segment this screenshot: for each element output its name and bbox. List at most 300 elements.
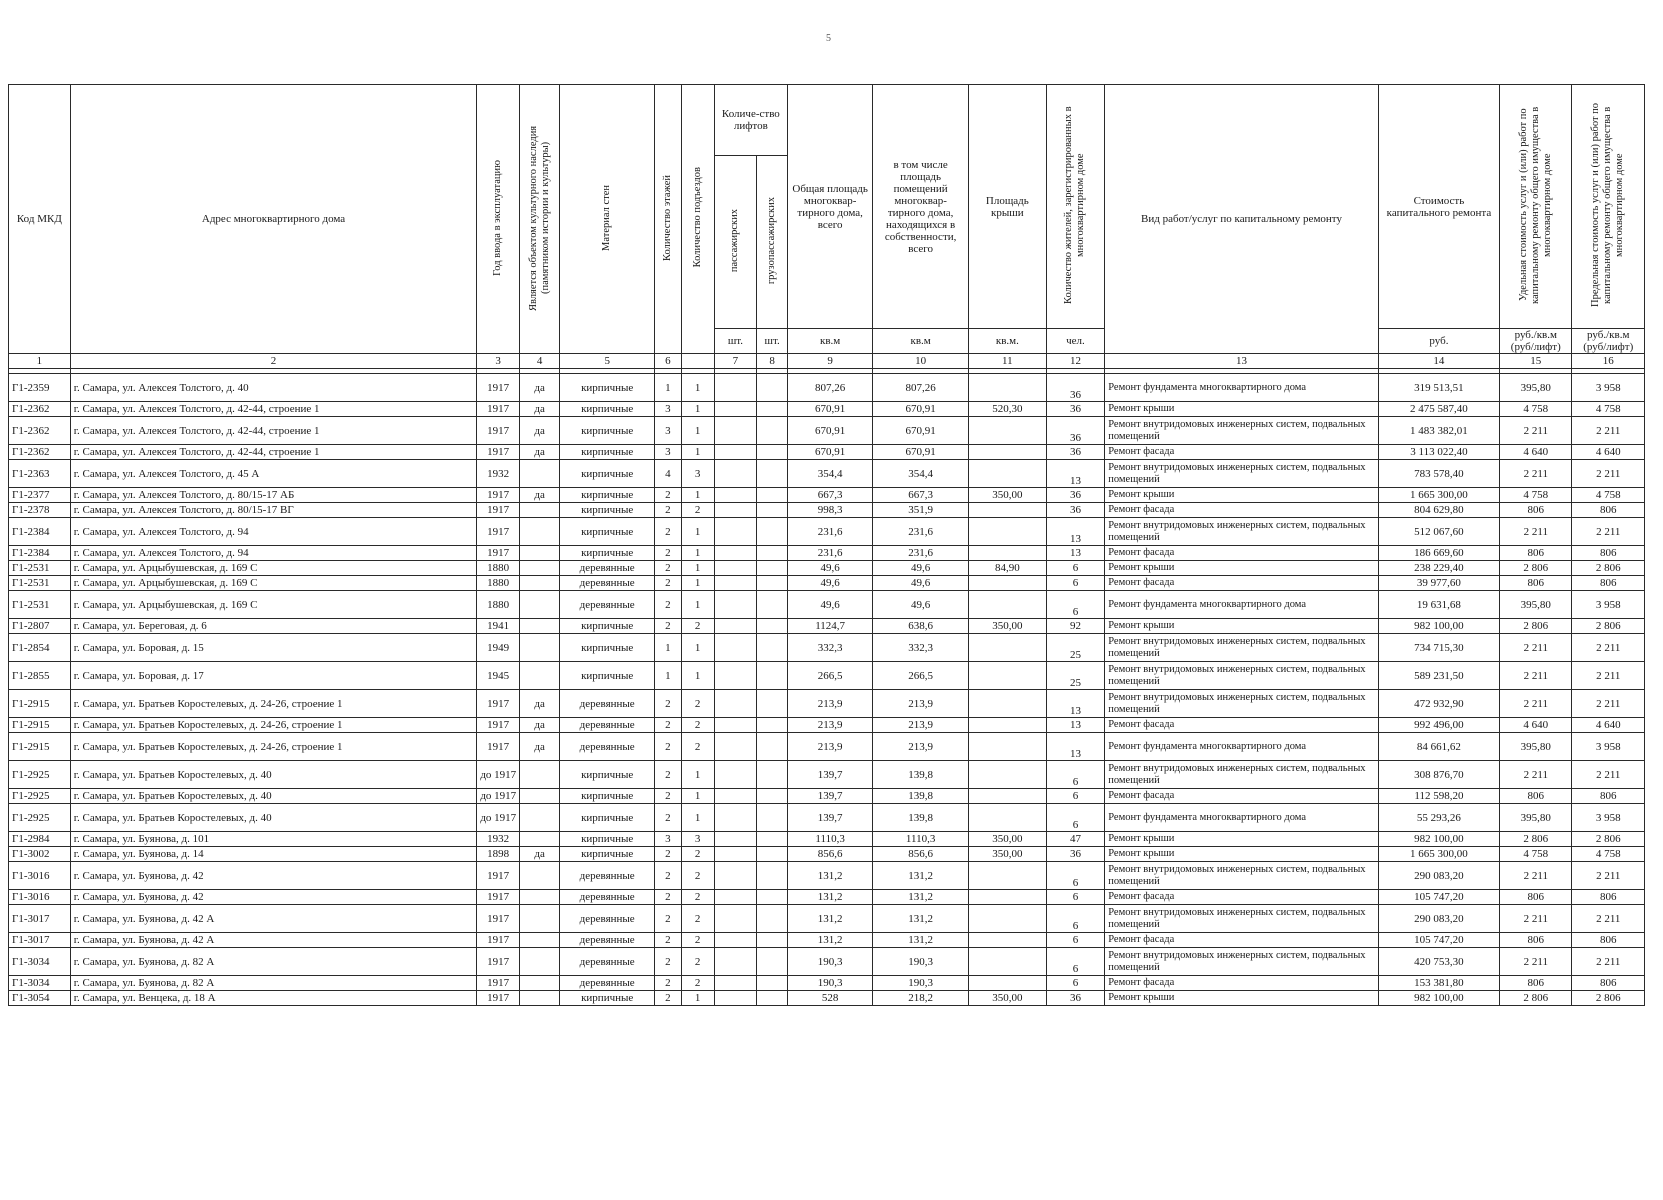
- cell-lifts-cargo: [757, 948, 788, 976]
- cell-unit-cost: 806: [1500, 789, 1572, 804]
- cell-inhabitants: 25: [1046, 634, 1105, 662]
- cell-lifts-pass: [714, 417, 757, 445]
- cell-limit-cost: 3 958: [1572, 374, 1645, 402]
- cell-limit-cost: 3 958: [1572, 804, 1645, 832]
- header-lifts: Количе-ство лифтов: [714, 85, 787, 156]
- column-index-cell: 7: [714, 354, 757, 369]
- cell-entrances: 1: [681, 417, 714, 445]
- cell-total-area: 139,7: [788, 789, 873, 804]
- cell-total-area: 190,3: [788, 948, 873, 976]
- cell-unit-cost: 2 211: [1500, 862, 1572, 890]
- cell-floors: 2: [655, 905, 682, 933]
- cell-entrances: 1: [681, 662, 714, 690]
- cell-owned-area: 351,9: [873, 503, 969, 518]
- cell-work-type: Ремонт крыши: [1105, 991, 1379, 1006]
- cell-lifts-cargo: [757, 976, 788, 991]
- cell-material: кирпичные: [560, 619, 655, 634]
- cell-cost: 19 631,68: [1378, 591, 1499, 619]
- cell-material: кирпичные: [560, 402, 655, 417]
- cell-code: Г1-2925: [9, 789, 71, 804]
- cell-lifts-pass: [714, 905, 757, 933]
- cell-inhabitants: 36: [1046, 374, 1105, 402]
- cell-owned-area: 49,6: [873, 591, 969, 619]
- cell-address: г. Самара, ул. Алексея Толстого, д. 42-44, строение 1: [70, 445, 477, 460]
- cell-material: кирпичные: [560, 417, 655, 445]
- cell-total-area: 139,7: [788, 804, 873, 832]
- cell-inhabitants: 6: [1046, 890, 1105, 905]
- cell-lifts-cargo: [757, 445, 788, 460]
- unit-unit-cost: руб./кв.м (руб/лифт): [1500, 329, 1572, 354]
- cell-inhabitants: 6: [1046, 804, 1105, 832]
- cell-cost: 982 100,00: [1378, 619, 1499, 634]
- cell-limit-cost: 2 211: [1572, 761, 1645, 789]
- cell-address: г. Самара, ул. Буянова, д. 42 А: [70, 933, 477, 948]
- cell-roof-area: [969, 546, 1047, 561]
- cell-material: кирпичные: [560, 789, 655, 804]
- cell-entrances: 1: [681, 634, 714, 662]
- cell-floors: 2: [655, 976, 682, 991]
- table-row: [9, 832, 1645, 847]
- cell-material: деревянные: [560, 561, 655, 576]
- column-index-cell: 5: [560, 354, 655, 369]
- cell-owned-area: 638,6: [873, 619, 969, 634]
- cell-work-type: Ремонт внутридомовых инженерных систем, подвальных помещений: [1105, 690, 1379, 718]
- cell-year: 1917: [477, 690, 520, 718]
- table-row: [9, 991, 1645, 1006]
- cell-lifts-cargo: [757, 634, 788, 662]
- cell-year: до 1917: [477, 789, 520, 804]
- cell-unit-cost: 4 758: [1500, 488, 1572, 503]
- cell-code: Г1-2925: [9, 761, 71, 789]
- cell-lifts-cargo: [757, 591, 788, 619]
- cell-year: 1880: [477, 591, 520, 619]
- cell-total-area: 807,26: [788, 374, 873, 402]
- cell-limit-cost: 4 758: [1572, 847, 1645, 862]
- cell-floors: 2: [655, 591, 682, 619]
- cell-code: Г1-2384: [9, 518, 71, 546]
- cell-floors: 2: [655, 690, 682, 718]
- column-index-cell: 15: [1500, 354, 1572, 369]
- cell-cost: 512 067,60: [1378, 518, 1499, 546]
- cell-total-area: 231,6: [788, 546, 873, 561]
- cell-lifts-cargo: [757, 804, 788, 832]
- cell-heritage: [519, 948, 559, 976]
- cell-unit-cost: 4 640: [1500, 718, 1572, 733]
- cell-floors: 2: [655, 991, 682, 1006]
- cell-total-area: 131,2: [788, 890, 873, 905]
- header-owned-area: в том числе площадь помещений многоквар-тирного дома, находящихся в собственности, всего: [873, 85, 969, 329]
- cell-year: 1898: [477, 847, 520, 862]
- cell-heritage: [519, 634, 559, 662]
- cell-heritage: да: [519, 374, 559, 402]
- unit-total-area: кв.м: [788, 329, 873, 354]
- cell-total-area: 213,9: [788, 690, 873, 718]
- cell-entrances: 1: [681, 402, 714, 417]
- cell-year: 1880: [477, 561, 520, 576]
- cell-address: г. Самара, ул. Алексея Толстого, д. 94: [70, 546, 477, 561]
- cell-work-type: Ремонт внутридомовых инженерных систем, подвальных помещений: [1105, 761, 1379, 789]
- header-heritage: [519, 85, 559, 354]
- cell-floors: 2: [655, 619, 682, 634]
- cell-cost: 308 876,70: [1378, 761, 1499, 789]
- table-row: [9, 847, 1645, 862]
- cell-code: Г1-3016: [9, 890, 71, 905]
- cell-total-area: 49,6: [788, 576, 873, 591]
- cell-address: г. Самара, ул. Братьев Коростелевых, д. 40: [70, 804, 477, 832]
- cell-work-type: Ремонт внутридомовых инженерных систем, подвальных помещений: [1105, 417, 1379, 445]
- column-index-cell: 1: [9, 354, 71, 369]
- cell-owned-area: 49,6: [873, 561, 969, 576]
- cell-floors: 1: [655, 374, 682, 402]
- cell-inhabitants: 6: [1046, 561, 1105, 576]
- header-limit-cost-label: Предельная стоимость услуг и (или) работ по капитальному ремонту общего имущества в многоквартирном доме: [1590, 102, 1626, 308]
- cell-floors: 2: [655, 546, 682, 561]
- cell-inhabitants: 6: [1046, 976, 1105, 991]
- header-unit-cost: [1500, 85, 1572, 329]
- cell-inhabitants: 6: [1046, 948, 1105, 976]
- header-material: [560, 85, 655, 354]
- cell-total-area: 131,2: [788, 862, 873, 890]
- column-index-cell: 14: [1378, 354, 1499, 369]
- cell-unit-cost: 2 211: [1500, 518, 1572, 546]
- table-row: [9, 733, 1645, 761]
- cell-owned-area: 139,8: [873, 804, 969, 832]
- cell-unit-cost: 806: [1500, 890, 1572, 905]
- cell-roof-area: 350,00: [969, 619, 1047, 634]
- cell-owned-area: 131,2: [873, 933, 969, 948]
- cell-lifts-cargo: [757, 761, 788, 789]
- cell-cost: 112 598,20: [1378, 789, 1499, 804]
- header-floors-label: Количество этажей: [661, 174, 673, 261]
- cell-cost: 105 747,20: [1378, 933, 1499, 948]
- cell-roof-area: [969, 460, 1047, 488]
- cell-lifts-pass: [714, 976, 757, 991]
- cell-material: кирпичные: [560, 832, 655, 847]
- cell-lifts-pass: [714, 546, 757, 561]
- header-lifts-cargo-label: грузопассажирских: [766, 196, 778, 285]
- cell-total-area: 139,7: [788, 761, 873, 789]
- cell-lifts-cargo: [757, 402, 788, 417]
- cell-unit-cost: 395,80: [1500, 804, 1572, 832]
- cell-limit-cost: 806: [1572, 546, 1645, 561]
- table-row: [9, 460, 1645, 488]
- cell-code: Г1-3017: [9, 905, 71, 933]
- cell-owned-area: 332,3: [873, 634, 969, 662]
- cell-cost: 3 113 022,40: [1378, 445, 1499, 460]
- cell-owned-area: 139,8: [873, 789, 969, 804]
- cell-total-area: 998,3: [788, 503, 873, 518]
- unit-inhabitants: чел.: [1046, 329, 1105, 354]
- cell-address: г. Самара, ул. Буянова, д. 82 А: [70, 976, 477, 991]
- cell-unit-cost: 395,80: [1500, 591, 1572, 619]
- cell-roof-area: [969, 518, 1047, 546]
- cell-total-area: 131,2: [788, 905, 873, 933]
- cell-unit-cost: 2 806: [1500, 619, 1572, 634]
- cell-inhabitants: 6: [1046, 862, 1105, 890]
- header-limit-cost: [1572, 85, 1645, 329]
- cell-inhabitants: 6: [1046, 576, 1105, 591]
- cell-limit-cost: 2 211: [1572, 948, 1645, 976]
- unit-lifts-pass: шт.: [714, 329, 757, 354]
- cell-unit-cost: 806: [1500, 576, 1572, 591]
- cell-limit-cost: 806: [1572, 789, 1645, 804]
- column-index-cell: [681, 354, 714, 369]
- unit-lifts-cargo: шт.: [757, 329, 788, 354]
- header-roof-area: Площадь крыши: [969, 85, 1047, 329]
- cell-floors: 2: [655, 948, 682, 976]
- cell-floors: 2: [655, 933, 682, 948]
- cell-owned-area: 1110,3: [873, 832, 969, 847]
- cell-owned-area: 218,2: [873, 991, 969, 1006]
- cell-lifts-pass: [714, 460, 757, 488]
- cell-entrances: 3: [681, 832, 714, 847]
- cell-inhabitants: 6: [1046, 761, 1105, 789]
- cell-lifts-cargo: [757, 905, 788, 933]
- cell-total-area: 49,6: [788, 591, 873, 619]
- cell-address: г. Самара, ул. Алексея Толстого, д. 42-44, строение 1: [70, 417, 477, 445]
- cell-entrances: 1: [681, 374, 714, 402]
- cell-year: 1917: [477, 488, 520, 503]
- cell-cost: 804 629,80: [1378, 503, 1499, 518]
- cell-cost: 1 483 382,01: [1378, 417, 1499, 445]
- cell-entrances: 1: [681, 991, 714, 1006]
- cell-cost: 290 083,20: [1378, 905, 1499, 933]
- cell-work-type: Ремонт внутридомовых инженерных систем, подвальных помещений: [1105, 518, 1379, 546]
- cell-work-type: Ремонт фасада: [1105, 976, 1379, 991]
- cell-floors: 3: [655, 832, 682, 847]
- cell-heritage: [519, 518, 559, 546]
- table-row: [9, 662, 1645, 690]
- cell-work-type: Ремонт внутридомовых инженерных систем, подвальных помещений: [1105, 634, 1379, 662]
- cell-code: Г1-2362: [9, 402, 71, 417]
- cell-entrances: 1: [681, 561, 714, 576]
- column-index-cell: 16: [1572, 354, 1645, 369]
- table-row: [9, 402, 1645, 417]
- cell-total-area: 213,9: [788, 718, 873, 733]
- cell-entrances: 2: [681, 933, 714, 948]
- table-row: [9, 761, 1645, 789]
- cell-code: Г1-2362: [9, 445, 71, 460]
- cell-heritage: [519, 905, 559, 933]
- cell-lifts-pass: [714, 862, 757, 890]
- cell-entrances: 1: [681, 576, 714, 591]
- cell-lifts-pass: [714, 933, 757, 948]
- table-row: [9, 503, 1645, 518]
- header-entrances: [681, 85, 714, 354]
- cell-material: деревянные: [560, 948, 655, 976]
- header-year: [477, 85, 520, 354]
- cell-year: 1917: [477, 933, 520, 948]
- header-total-area: Общая площадь многоквар-тирного дома, всего: [788, 85, 873, 329]
- cell-roof-area: [969, 718, 1047, 733]
- cell-floors: 3: [655, 417, 682, 445]
- cell-code: Г1-2855: [9, 662, 71, 690]
- cell-lifts-cargo: [757, 576, 788, 591]
- cell-limit-cost: 2 806: [1572, 991, 1645, 1006]
- cell-limit-cost: 2 806: [1572, 619, 1645, 634]
- cell-heritage: да: [519, 445, 559, 460]
- cell-unit-cost: 395,80: [1500, 374, 1572, 402]
- cell-heritage: [519, 933, 559, 948]
- cell-lifts-cargo: [757, 503, 788, 518]
- cell-roof-area: [969, 862, 1047, 890]
- cell-code: Г1-2363: [9, 460, 71, 488]
- cell-code: Г1-3017: [9, 933, 71, 948]
- cell-floors: 2: [655, 847, 682, 862]
- cell-inhabitants: 13: [1046, 460, 1105, 488]
- cell-address: г. Самара, ул. Боровая, д. 17: [70, 662, 477, 690]
- cell-code: Г1-2915: [9, 690, 71, 718]
- column-index-cell: 2: [70, 354, 477, 369]
- cell-address: г. Самара, ул. Буянова, д. 42: [70, 890, 477, 905]
- cell-cost: 186 669,60: [1378, 546, 1499, 561]
- table-row: [9, 546, 1645, 561]
- cell-material: кирпичные: [560, 634, 655, 662]
- cell-unit-cost: 4 640: [1500, 445, 1572, 460]
- cell-code: Г1-3002: [9, 847, 71, 862]
- cell-limit-cost: 2 211: [1572, 662, 1645, 690]
- page-number: 5: [826, 33, 831, 44]
- cell-floors: 2: [655, 576, 682, 591]
- header-heritage-label: Является объектом культурного наследия (памятником истории и культуры): [527, 124, 551, 311]
- cell-lifts-cargo: [757, 561, 788, 576]
- cell-lifts-pass: [714, 733, 757, 761]
- cell-roof-area: [969, 733, 1047, 761]
- cell-address: г. Самара, ул. Буянова, д. 14: [70, 847, 477, 862]
- cell-inhabitants: 13: [1046, 718, 1105, 733]
- cell-owned-area: 213,9: [873, 733, 969, 761]
- table-row: [9, 905, 1645, 933]
- cell-lifts-cargo: [757, 518, 788, 546]
- cell-total-area: 231,6: [788, 518, 873, 546]
- cell-year: 1880: [477, 576, 520, 591]
- cell-owned-area: 49,6: [873, 576, 969, 591]
- cell-entrances: 2: [681, 847, 714, 862]
- cell-entrances: 2: [681, 718, 714, 733]
- cell-unit-cost: 2 211: [1500, 948, 1572, 976]
- cell-total-area: 670,91: [788, 402, 873, 417]
- header-address: Адрес многоквартирного дома: [70, 85, 477, 354]
- cell-code: Г1-2807: [9, 619, 71, 634]
- cell-roof-area: 350,00: [969, 488, 1047, 503]
- cell-work-type: Ремонт фундамента многоквартирного дома: [1105, 374, 1379, 402]
- cell-inhabitants: 36: [1046, 445, 1105, 460]
- cell-lifts-pass: [714, 789, 757, 804]
- cell-heritage: [519, 804, 559, 832]
- cell-inhabitants: 6: [1046, 933, 1105, 948]
- cell-work-type: Ремонт внутридомовых инженерных систем, подвальных помещений: [1105, 905, 1379, 933]
- column-index-cell: 3: [477, 354, 520, 369]
- cell-material: кирпичные: [560, 991, 655, 1006]
- cell-lifts-pass: [714, 832, 757, 847]
- header-unit-cost-label: Удельная стоимость услуг и (или) работ по капитальному ремонту общего имущества в многоквартирном доме: [1517, 106, 1553, 304]
- cell-entrances: 2: [681, 976, 714, 991]
- cell-roof-area: [969, 417, 1047, 445]
- cell-work-type: Ремонт фасада: [1105, 546, 1379, 561]
- cell-floors: 2: [655, 718, 682, 733]
- cell-lifts-pass: [714, 591, 757, 619]
- cell-floors: 2: [655, 804, 682, 832]
- cell-inhabitants: 6: [1046, 591, 1105, 619]
- cell-heritage: [519, 890, 559, 905]
- cell-heritage: [519, 976, 559, 991]
- cell-limit-cost: 2 211: [1572, 690, 1645, 718]
- cell-address: г. Самара, ул. Братьев Коростелевых, д. 40: [70, 761, 477, 789]
- cell-cost: 472 932,90: [1378, 690, 1499, 718]
- cell-year: 1917: [477, 991, 520, 1006]
- cell-floors: 4: [655, 460, 682, 488]
- cell-cost: 982 100,00: [1378, 991, 1499, 1006]
- column-index-cell: 9: [788, 354, 873, 369]
- cell-limit-cost: 2 211: [1572, 905, 1645, 933]
- cell-lifts-pass: [714, 847, 757, 862]
- cell-year: 1917: [477, 445, 520, 460]
- header-entrances-label: Количество подъездов: [691, 167, 703, 268]
- cell-address: г. Самара, ул. Алексея Толстого, д. 80/15-17 АБ: [70, 488, 477, 503]
- cell-limit-cost: 4 640: [1572, 445, 1645, 460]
- cell-unit-cost: 4 758: [1500, 847, 1572, 862]
- cell-heritage: [519, 789, 559, 804]
- table-row: [9, 561, 1645, 576]
- cell-unit-cost: 4 758: [1500, 402, 1572, 417]
- cell-material: кирпичные: [560, 546, 655, 561]
- cell-code: Г1-2378: [9, 503, 71, 518]
- cell-entrances: 1: [681, 804, 714, 832]
- cell-year: 1917: [477, 905, 520, 933]
- cell-roof-area: [969, 804, 1047, 832]
- cell-owned-area: 670,91: [873, 445, 969, 460]
- cell-roof-area: 350,00: [969, 832, 1047, 847]
- cell-roof-area: [969, 374, 1047, 402]
- cell-roof-area: [969, 933, 1047, 948]
- cell-year: 1945: [477, 662, 520, 690]
- cell-material: деревянные: [560, 718, 655, 733]
- cell-floors: 2: [655, 761, 682, 789]
- cell-cost: 734 715,30: [1378, 634, 1499, 662]
- cell-code: Г1-2854: [9, 634, 71, 662]
- cell-work-type: Ремонт внутридомовых инженерных систем, подвальных помещений: [1105, 460, 1379, 488]
- cell-address: г. Самара, ул. Алексея Толстого, д. 40: [70, 374, 477, 402]
- cell-year: до 1917: [477, 804, 520, 832]
- cell-material: кирпичные: [560, 445, 655, 460]
- repair-register-table: [8, 84, 1645, 1006]
- cell-limit-cost: 3 958: [1572, 591, 1645, 619]
- cell-lifts-cargo: [757, 832, 788, 847]
- cell-inhabitants: 36: [1046, 847, 1105, 862]
- cell-inhabitants: 36: [1046, 991, 1105, 1006]
- header-material-label: Материал стен: [601, 184, 613, 251]
- cell-material: деревянные: [560, 933, 655, 948]
- cell-lifts-pass: [714, 948, 757, 976]
- cell-owned-area: 670,91: [873, 417, 969, 445]
- cell-lifts-pass: [714, 561, 757, 576]
- cell-floors: 2: [655, 862, 682, 890]
- cell-owned-area: 231,6: [873, 518, 969, 546]
- cell-owned-area: 213,9: [873, 690, 969, 718]
- cell-total-area: 131,2: [788, 933, 873, 948]
- cell-total-area: 354,4: [788, 460, 873, 488]
- cell-unit-cost: 806: [1500, 546, 1572, 561]
- cell-lifts-pass: [714, 634, 757, 662]
- cell-limit-cost: 3 958: [1572, 733, 1645, 761]
- cell-inhabitants: 36: [1046, 402, 1105, 417]
- cell-unit-cost: 2 211: [1500, 690, 1572, 718]
- table-row: [9, 933, 1645, 948]
- header-inhabitants: [1046, 85, 1105, 329]
- cell-floors: 2: [655, 733, 682, 761]
- cell-lifts-cargo: [757, 460, 788, 488]
- cell-address: г. Самара, ул. Венцека, д. 18 А: [70, 991, 477, 1006]
